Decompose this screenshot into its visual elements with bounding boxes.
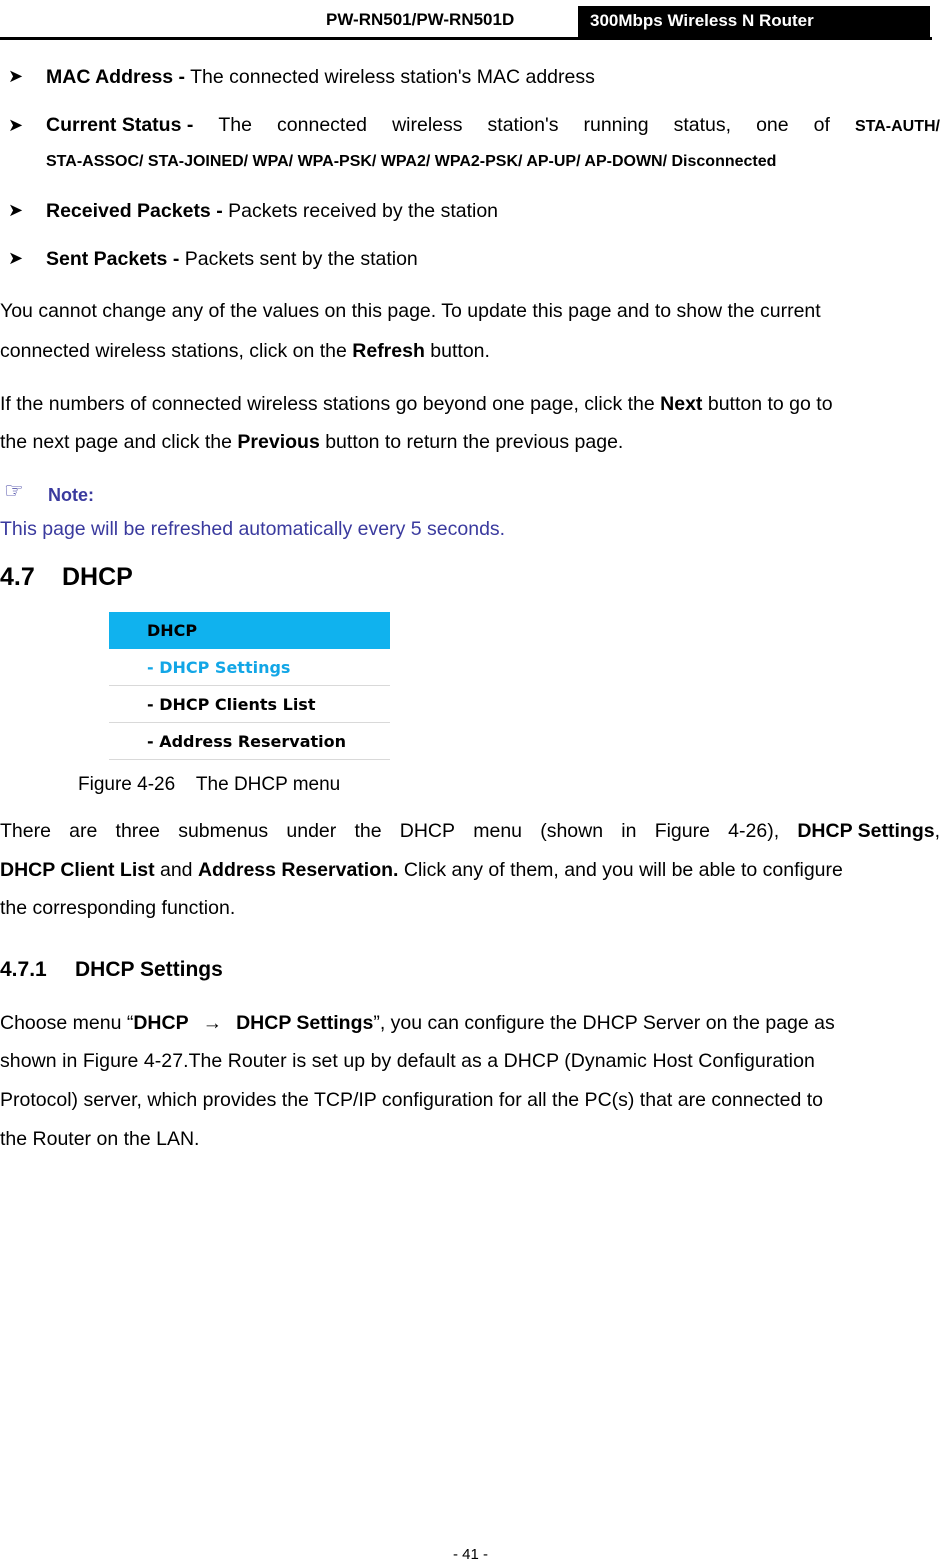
menu-path-dhcp: DHCP (133, 1012, 189, 1034)
address-reservation-term: Address Reservation. (197, 859, 399, 881)
bullet-mac-address (46, 66, 595, 89)
pointing-hand-icon: ☞ (4, 478, 24, 503)
para-next-line2 (0, 431, 623, 454)
header-product-box (578, 6, 930, 38)
word: in (621, 820, 637, 842)
menu-item-address-reservation[interactable] (109, 723, 390, 760)
next-term: Next (660, 393, 703, 415)
page-number: - 41 - (452, 1546, 488, 1563)
word: DHCP (399, 820, 456, 842)
text: connected wireless stations, click on the (0, 340, 353, 362)
menu-item-dhcp-settings[interactable] (109, 649, 390, 686)
status-word: connected (277, 114, 368, 136)
text: button. (424, 340, 490, 362)
bullet-label: MAC Address - (46, 66, 186, 88)
note-text: This page will be refreshed automatically every 5 seconds. (0, 518, 506, 540)
status-word: of (813, 114, 830, 136)
header-rule (0, 37, 932, 40)
status-word: running (583, 114, 649, 136)
previous-term: Previous (237, 431, 320, 453)
para-refresh-line2 (0, 340, 490, 363)
text: If the numbers of connected wireless stations go beyond one page, click the (0, 393, 661, 415)
para-next-line1 (0, 393, 833, 416)
word: submenus (178, 820, 269, 842)
menu-item-label: - Address Reservation (147, 732, 347, 751)
text: button to go to (702, 393, 833, 415)
menu-path-dhcp-settings: DHCP Settings (236, 1012, 374, 1034)
para-choose-line3: Protocol) server, which provides the TCP/IP configuration for all the PC(s) that are connected to (0, 1089, 824, 1111)
bullet-text: Packets sent by the station (179, 248, 418, 270)
text: Choose menu “ (0, 1012, 134, 1034)
bullet-label: Current Status - (46, 114, 194, 136)
bullet-arrow-icon: ➤ (8, 200, 24, 220)
word: Figure (654, 820, 710, 842)
word: menu (473, 820, 523, 842)
word: three (115, 820, 160, 842)
word: There (0, 820, 51, 842)
para-submenus-line1 (0, 820, 940, 843)
section-number: 4.7 (0, 563, 35, 591)
section-title: DHCP (62, 563, 133, 591)
dhcp-menu-figure (109, 612, 390, 762)
status-list-line2: STA-ASSOC/ STA-JOINED/ WPA/ WPA-PSK/ WPA2/ WPA2-PSK/ AP-UP/ AP-DOWN/ Disconnected (46, 153, 777, 170)
dhcp-client-list-term: DHCP Client List (0, 859, 155, 881)
bullet-sent-packets (46, 248, 418, 271)
word: (shown (540, 820, 604, 842)
menu-item-label: - DHCP Settings (147, 658, 291, 677)
word: the (354, 820, 382, 842)
para-submenus-line2 (0, 859, 843, 882)
header-model: PW-RN501/PW-RN501D (326, 10, 515, 29)
subsection-number: 4.7.1 (0, 958, 47, 981)
bullet-arrow-icon: ➤ (8, 115, 24, 135)
bullet-current-status (46, 114, 940, 137)
text: Click any of them, and you will be able to configure (398, 859, 843, 881)
bullet-received-packets (46, 200, 498, 223)
bullet-label: Sent Packets - (46, 248, 180, 270)
word: under (286, 820, 337, 842)
header-product: 300Mbps Wireless N Router (590, 11, 814, 30)
text: and (154, 859, 198, 881)
text: button to return the previous page. (319, 431, 624, 453)
status-word: wireless (392, 114, 463, 136)
para-submenus-line3: the corresponding function. (0, 897, 236, 919)
figure-caption: Figure 4-26 The DHCP menu (78, 774, 341, 795)
dhcp-settings-term: DHCP Settings, (797, 820, 940, 842)
status-list-line1: STA-AUTH/ (854, 118, 940, 135)
note-title: Note: (48, 485, 94, 505)
status-word: The (218, 114, 252, 136)
para-refresh-line1: You cannot change any of the values on this page. To update this page and to show the current (0, 300, 821, 322)
bullet-text: The connected wireless station's MAC address (185, 66, 595, 88)
dhcp-menu-header[interactable] (109, 612, 390, 649)
text: the next page and click the (0, 431, 238, 453)
menu-header-label: DHCP (147, 621, 198, 640)
bullet-arrow-icon: ➤ (8, 66, 24, 86)
word: 4-26), (728, 820, 780, 842)
menu-item-label: - DHCP Clients List (147, 695, 316, 714)
para-choose-line4: the Router on the LAN. (0, 1128, 200, 1150)
text: ”, you can configure the DHCP Server on the page as (373, 1012, 835, 1034)
menu-item-dhcp-clients-list[interactable] (109, 686, 390, 723)
status-word: status, (673, 114, 732, 136)
para-choose-line1 (0, 1012, 835, 1035)
subsection-title: DHCP Settings (75, 958, 223, 981)
refresh-term: Refresh (352, 340, 425, 362)
para-choose-line2: shown in Figure 4-27.The Router is set up by default as a DHCP (Dynamic Host Configuration (0, 1050, 815, 1072)
arrow-right-icon: → (202, 1012, 223, 1034)
bullet-label: Received Packets - (46, 200, 223, 222)
word: are (69, 820, 98, 842)
status-word: station's (487, 114, 559, 136)
bullet-arrow-icon: ➤ (8, 248, 24, 268)
status-word: one (756, 114, 789, 136)
bullet-text: Packets received by the station (222, 200, 499, 222)
